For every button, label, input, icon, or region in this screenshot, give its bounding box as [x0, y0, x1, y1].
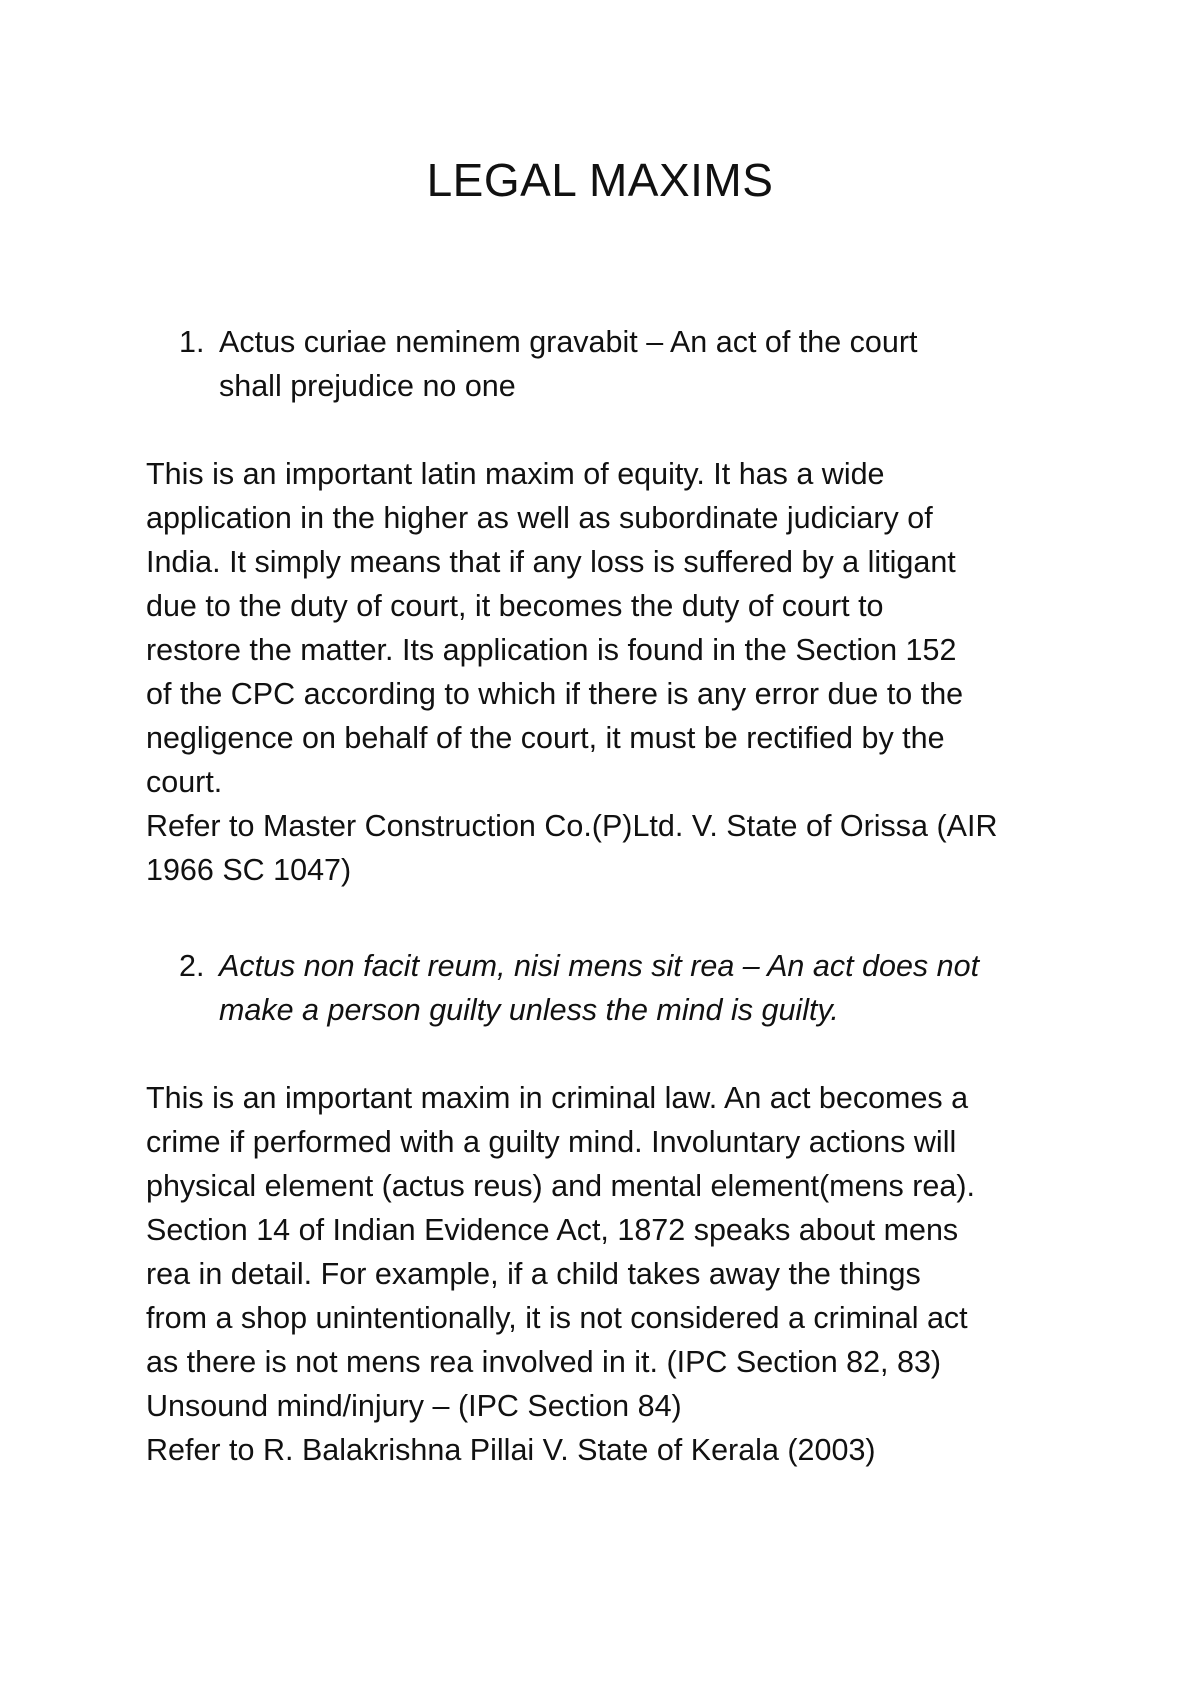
maxim-2-heading-line-2: make a person guilty unless the mind is guilty.: [219, 993, 839, 1027]
maxim-2-body-line-1: This is an important maxim in criminal law. An act becomes a: [146, 1081, 969, 1115]
maxim-1-body-line-1: This is an important latin maxim of equity. It has a wide: [146, 457, 885, 491]
maxim-1-body-line-7: negligence on behalf of the court, it must be rectified by the: [146, 721, 945, 755]
maxim-1-body-line-8: court.: [146, 765, 223, 799]
maxim-2-body-line-9: Refer to R. Balakrishna Pillai V. State of Kerala (2003): [146, 1433, 876, 1467]
maxim-1-body-line-6: of the CPC according to which if there is any error due to the: [146, 677, 964, 711]
maxim-2-body-line-7: as there is not mens rea involved in it. (IPC Section 82, 83): [146, 1345, 942, 1379]
maxim-2-body-line-6: from a shop unintentionally, it is not considered a criminal act: [146, 1301, 968, 1335]
maxim-1-body-line-10: 1966 SC 1047): [146, 853, 352, 887]
maxim-2-body-line-8: Unsound mind/injury – (IPC Section 84): [146, 1389, 682, 1423]
maxim-1-body-line-5: restore the matter. Its application is found in the Section 152: [146, 633, 957, 667]
maxim-1-body-line-9: Refer to Master Construction Co.(P)Ltd. V. State of Orissa (AIR: [146, 809, 998, 843]
document-title: LEGAL MAXIMS: [426, 154, 774, 206]
maxim-2-body-line-5: rea in detail. For example, if a child takes away the things: [146, 1257, 921, 1291]
maxim-2-number: 2.: [179, 949, 205, 983]
maxim-1-heading-line-1: Actus curiae neminem gravabit – An act of the court: [219, 325, 918, 359]
maxim-1-body-line-4: due to the duty of court, it becomes the duty of court to: [146, 589, 884, 623]
maxim-2-body-line-3: physical element (actus reus) and mental element(mens rea).: [146, 1169, 975, 1203]
maxim-1-body-line-2: application in the higher as well as subordinate judiciary of: [146, 501, 933, 535]
maxim-1-body-line-3: India. It simply means that if any loss is suffered by a litigant: [146, 545, 956, 579]
maxim-2-heading-line-1: Actus non facit reum, nisi mens sit rea – An act does not: [219, 949, 980, 983]
maxim-1-heading-line-2: shall prejudice no one: [219, 369, 516, 403]
maxim-2-body-line-4: Section 14 of Indian Evidence Act, 1872 speaks about mens: [146, 1213, 959, 1247]
maxim-1-number: 1.: [179, 325, 205, 359]
maxim-2-body-line-2: crime if performed with a guilty mind. Involuntary actions will: [146, 1125, 957, 1159]
